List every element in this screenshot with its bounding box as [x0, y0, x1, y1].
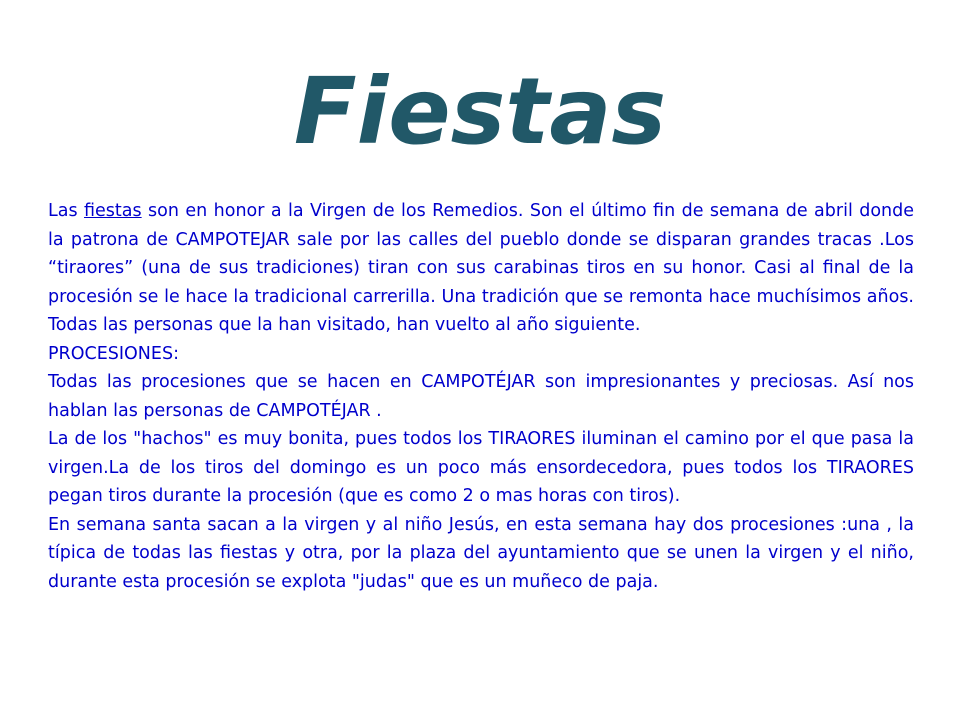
fiestas-link[interactable]: fiestas — [84, 201, 142, 221]
intro-paragraph — [48, 197, 914, 340]
page-title: Fiestas — [293, 58, 667, 165]
intro-text-rest: son en honor a la Virgen de los Remedios. Son el último fin de semana de abril donde la patrona de CAMPOTEJAR sale por las calles del pueblo donde se disparan grandes tracas .Los “tiraores” (una de sus tradiciones) tiran con sus carabinas tiros en su honor. Casi al final de la procesión se le hace la tradicional carrerilla. Una tradición que se remonta hace muchísimos años. Todas las personas que la han visitado, han vuelto al año siguiente. — [48, 201, 915, 335]
intro-text-start: Las — [48, 201, 85, 221]
procesiones-paragraph: Todas las procesiones que se hacen en CAMPOTÉJAR son impresionantes y preciosas. Así nos hablan las personas de CAMPOTÉJAR . — [48, 372, 914, 421]
procesiones-heading: PROCESIONES: — [48, 343, 179, 364]
body-text — [48, 197, 914, 596]
hachos-paragraph: La de los "hachos" es muy bonita, pues todos los TIRAORES iluminan el camino por el que pasa la virgen.La de los tiros del domingo es un poco más ensordecedora, pues todos los TIRAORES pegan tiros durante la procesión (que es como 2 o mas horas con tiros). — [48, 429, 914, 506]
semana-santa-paragraph: En semana santa sacan a la virgen y al niño Jesús, en esta semana hay dos procesiones :una , la típica de todas las fiestas y otra, por la plaza del ayuntamiento que se unen la virgen y el niño, durante esta procesión se explota "judas" que es un muñeco de paja. — [48, 514, 914, 592]
